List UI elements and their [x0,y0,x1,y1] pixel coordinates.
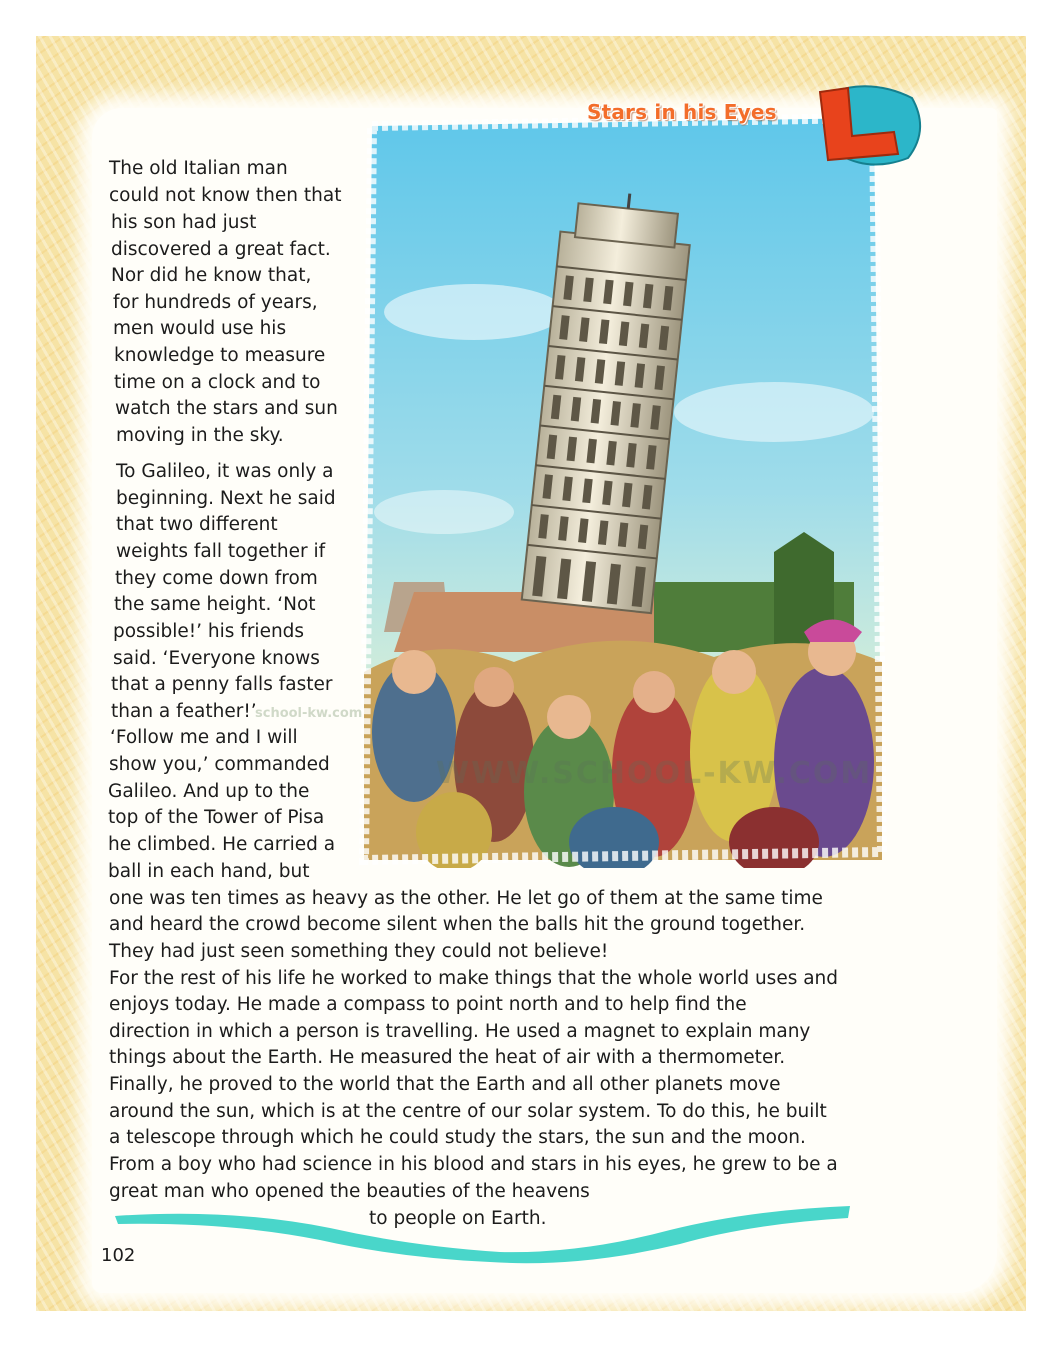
body-line: they come down from [115,568,318,589]
body-line: beginning. Next he said [116,488,336,509]
body-line: top of the Tower of Pisa [108,807,325,828]
body-line: men would use his [113,318,287,339]
body-line: said. ‘Everyone knows [113,648,320,669]
body-line: to people on Earth. [369,1208,547,1229]
body-line: watch the stars and sun [115,398,338,419]
body-line: possible!’ his friends [113,621,305,642]
watermark-site: school-kw.com [255,706,363,721]
body-line: To Galileo, it was only a [116,461,334,482]
body-line: ‘Follow me and I will [110,727,298,748]
body-line: he climbed. He carried a [108,834,336,855]
body-line: than a feather!’ [111,701,257,722]
body-line: discovered a great fact. [111,239,331,260]
body-line: that a penny falls faster [111,674,333,695]
body-line: a telescope through which he could study the stars, the sun and the moon. [109,1127,806,1148]
body-line: ball in each hand, but [108,861,310,882]
body-line: show you,’ commanded [109,754,330,775]
body-line: Nor did he know that, [111,265,312,286]
body-line: The old Italian man [109,158,288,179]
body-line: and heard the crowd become silent when the balls hit the ground together. [109,914,806,935]
body-line: Galileo. And up to the [108,781,310,802]
tower-of-pisa-illustration [354,112,890,868]
lesson-letter-badge [812,80,924,170]
body-line: that two different [116,514,278,535]
body-line: around the sun, which is at the centre of our solar system. To do this, he built [109,1101,827,1122]
body-line: for hundreds of years, [113,292,318,313]
body-line: Finally, he proved to the world that the Earth and all other planets move [109,1074,781,1095]
body-line: great man who opened the beauties of the heavens [109,1181,590,1202]
body-line: time on a clock and to [114,372,321,393]
watermark-url: WWW.SCHOOL-KW.COM [436,756,873,791]
body-line: could not know then that [109,185,342,206]
body-line: one was ten times as heavy as the other. He let go of them at the same time [109,888,823,909]
body-line: For the rest of his life he worked to make things that the whole world uses and [109,968,839,989]
body-line: From a boy who had science in his blood and stars in his eyes, he grew to be a [109,1154,838,1175]
body-line: things about the Earth. He measured the heat of air with a thermometer. [109,1047,786,1068]
decorative-wave [110,1188,860,1268]
body-line: weights fall together if [116,541,326,562]
body-line: direction in which a person is travelling. He used a magnet to explain many [109,1021,811,1042]
body-line: his son had just [111,212,257,233]
body-line: moving in the sky. [116,425,284,446]
body-line: enjoys today. He made a compass to point north and to help find the [109,994,747,1015]
body-line: the same height. ‘Not [114,594,316,615]
page-number: 102 [101,1245,136,1266]
body-line: They had just seen something they could not believe! [109,941,609,962]
lesson-title: Stars in his Eyes [587,100,777,124]
body-line: knowledge to measure [114,345,326,366]
